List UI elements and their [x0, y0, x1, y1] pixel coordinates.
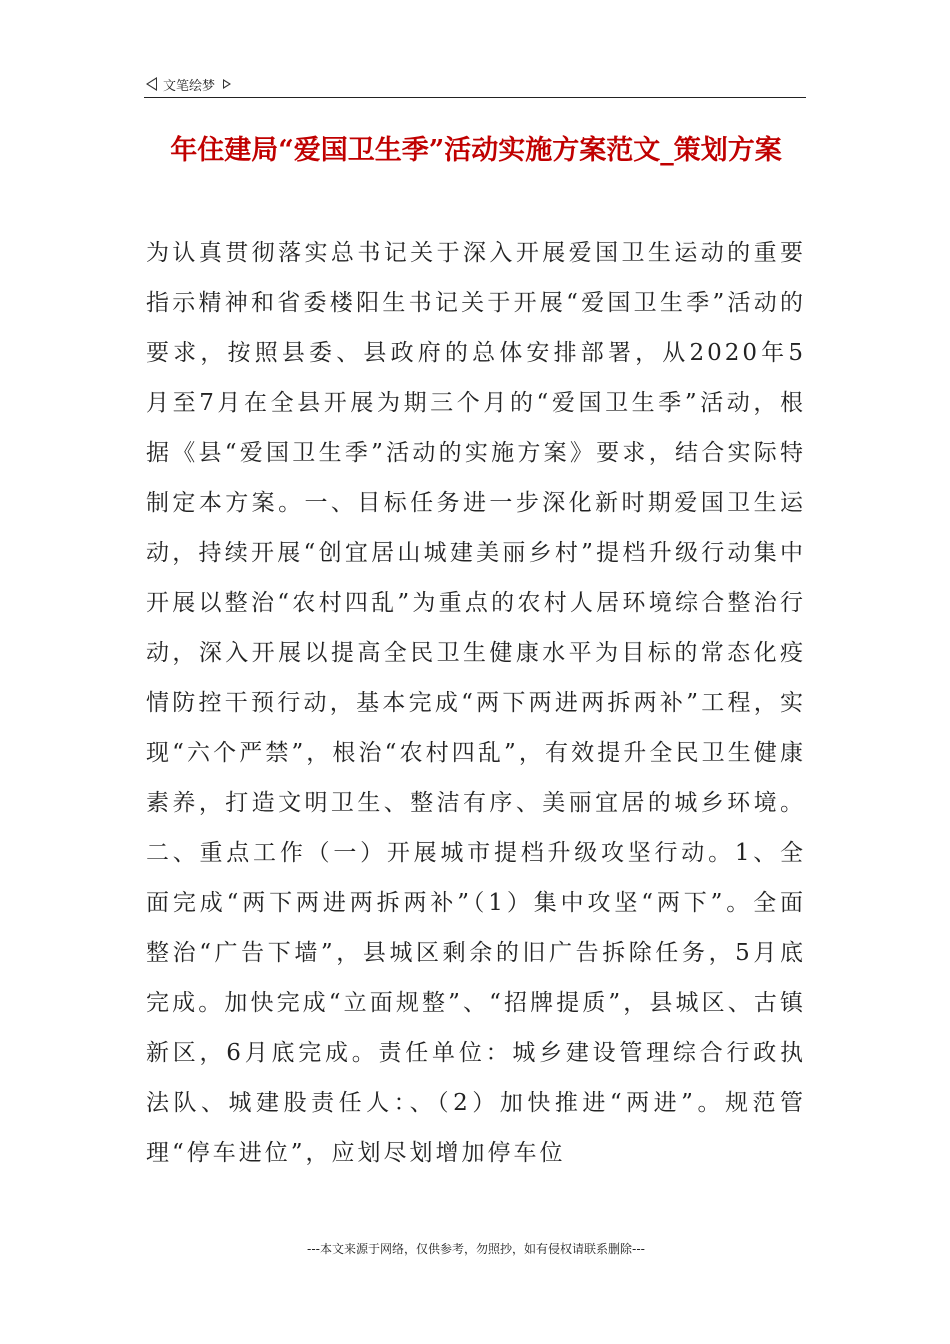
document-body: 为认真贯彻落实总书记关于深入开展爱国卫生运动的重要指示精神和省委楼阳生书记关于开展“爱国卫生季”活动的要求，按照县委、县政府的总体安排部署，从2020年5月至7月在全县开展为期三个月的“爱国卫生季”活动，根据《县“爱国卫生季”活动的实施方案》要求，结合实际特制定本方案。一、目标任务进一步深化新时期爱国卫生运动，持续开展“创宜居山城建美丽乡村”提档升级行动集中开展以整治“农村四乱”为重点的农村人居环境综合整治行动，深入开展以提高全民卫生健康水平为目标的常态化疫情防控干预行动，基本完成“两下两进两拆两补”工程，实现“六个严禁”，根治“农村四乱”，有效提升全民卫生健康素养，打造文明卫生、整洁有序、美丽宜居的城乡环境。二、重点工作（一）开展城市提档升级攻坚行动。1、全面完成“两下两进两拆两补”（1）集中攻坚“两下”。全面整治“广告下墙”，县城区剩余的旧广告拆除任务，5月底完成。加快完成“立面规整”、“招牌提质”，县城区、古镇新区，6月底完成。责任单位：城乡建设管理综合行政执法队、城建股责任人：、（2）加快推进“两进”。规范管理“停车进位”，应划尽划增加停车位 [146, 240, 806, 1166]
header-brand: 文笔绘梦 [163, 78, 216, 94]
header-divider [144, 97, 806, 98]
document-title: 年住建局“爱国卫生季”活动实施方案范文_策划方案 [170, 135, 782, 166]
triangle-left-icon [146, 77, 157, 91]
triangle-right-icon [223, 79, 231, 89]
footer-notice: ---本文来源于网络，仅供参考，勿照抄，如有侵权请联系删除--- [307, 1242, 645, 1256]
page-header [146, 72, 231, 96]
